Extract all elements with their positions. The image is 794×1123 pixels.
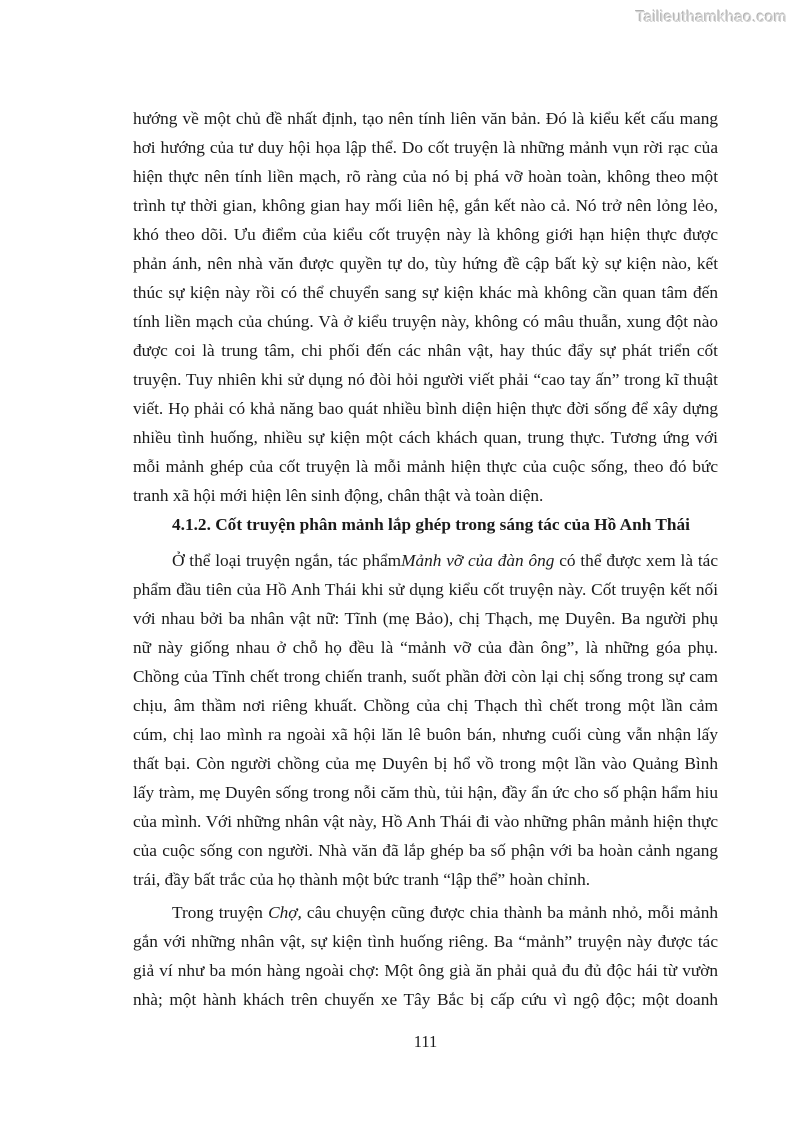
paragraph-text: Trong truyện	[172, 903, 269, 922]
paragraph-text: có thể được xem là tác phẩm đầu tiên của Hồ Anh Thái khi sử dụng kiểu cốt truyện này. Cốt truyện kết nối với nhau bởi ba nhân vật nữ: Tĩnh (mẹ Bảo), chị Thạch, mẹ Duyên. Ba người phụ nữ này giống nhau ở chỗ họ đều là “mảnh vỡ của đàn ông”, là những góa phụ. Chồng của Tĩnh chết trong chiến tranh, suốt phần đời còn lại chị sống trong sự cam chịu, âm thầm nơi riêng khuất. Chồng của chị Thạch thì chết trong một lần cảm cúm, chị lao mình ra ngoài xã hội lăn lê buôn bán, nhưng cuối cùng vẫn nhận lấy thất bại. Còn người chồng của mẹ Duyên bị hổ vồ trong một lần vào Quảng Bình lấy tràm, mẹ Duyên sống trong nỗi căm thù, tủi hận, đầy ẩn ức cho số phận hẩm hiu của mình. Với những nhân vật này, Hồ Anh Thái đi vào những phân mảnh hiện thực của cuộc sống con người. Nhà văn đã lắp ghép ba số phận với ba hoàn cảnh ngang trái, đầy bất trắc của họ thành một bức tranh “lập thể” hoàn chỉnh.	[133, 551, 718, 889]
paragraph-text: Ở thể loại truyện ngắn, tác phẩm	[172, 551, 402, 570]
section-heading: 4.1.2. Cốt truyện phân mảnh lắp ghép trong sáng tác của Hồ Anh Thái	[172, 515, 690, 534]
body-paragraph-continuation: hướng về một chủ đề nhất định, tạo nên tính liên văn bản. Đó là kiểu kết cấu mang hơi hướng của tư duy hội họa lập thể. Do cốt truyện là những mảnh vụn rời rạc của hiện thực nên tính liền mạch, rõ ràng của nó bị phá vỡ hoàn toàn, không theo một trình tự thời gian, không gian hay mối liên hệ, gắn kết nào cả. Nó trở nên lỏng lẻo, khó theo dõi. Ưu điểm của kiểu cốt truyện này là không giới hạn hiện thực được phản ánh, nên nhà văn được quyền tự do, tùy hứng đề cập bất kỳ sự kiện nào, kết thúc sự kiện này rồi có thể chuyển sang sự kiện khác mà không cần quan tâm đến tính liền mạch của chúng. Và ở kiểu truyện này, không có mâu thuẫn, xung đột nào được coi là trung tâm, chi phối đến các nhân vật, hay thúc đẩy sự phát triển cốt truyện. Tuy nhiên khi sử dụng nó đòi hỏi người viết phải “cao tay ấn” trong kĩ thuật viết. Họ phải có khả năng bao quát nhiều bình diện hiện thực đời sống để xây dựng nhiều tình huống, nhiều sự kiện một cách khách quan, trung thực. Tương ứng với mỗi mảnh ghép của cốt truyện là mỗi mảnh hiện thực của cuộc sống, theo đó bức tranh xã hội mới hiện lên sinh động, chân thật và toàn diện.	[133, 109, 718, 505]
watermark-text: Tailieuthamkhao.com	[635, 9, 787, 26]
body-paragraph	[133, 898, 718, 1014]
body-paragraph	[133, 546, 718, 894]
book-title-italic: Mảnh vỡ của đàn ông	[401, 551, 555, 570]
page-number: 111	[413, 1032, 438, 1051]
story-title-italic: Chợ,	[268, 903, 302, 922]
paragraph-text: câu chuyện cũng được chia thành ba mảnh nhỏ, mỗi mảnh gắn với những nhân vật, sự kiện tình huống riêng. Ba “mảnh” truyện này được tác giả ví như ba món hàng ngoài chợ: Một ông già ăn phải quả đu đủ độc hái từ vườn nhà; một hành khách trên chuyến xe Tây Bắc bị cấp cứu vì ngộ độc; một doanh	[133, 903, 718, 1009]
text-column	[133, 0, 718, 1014]
